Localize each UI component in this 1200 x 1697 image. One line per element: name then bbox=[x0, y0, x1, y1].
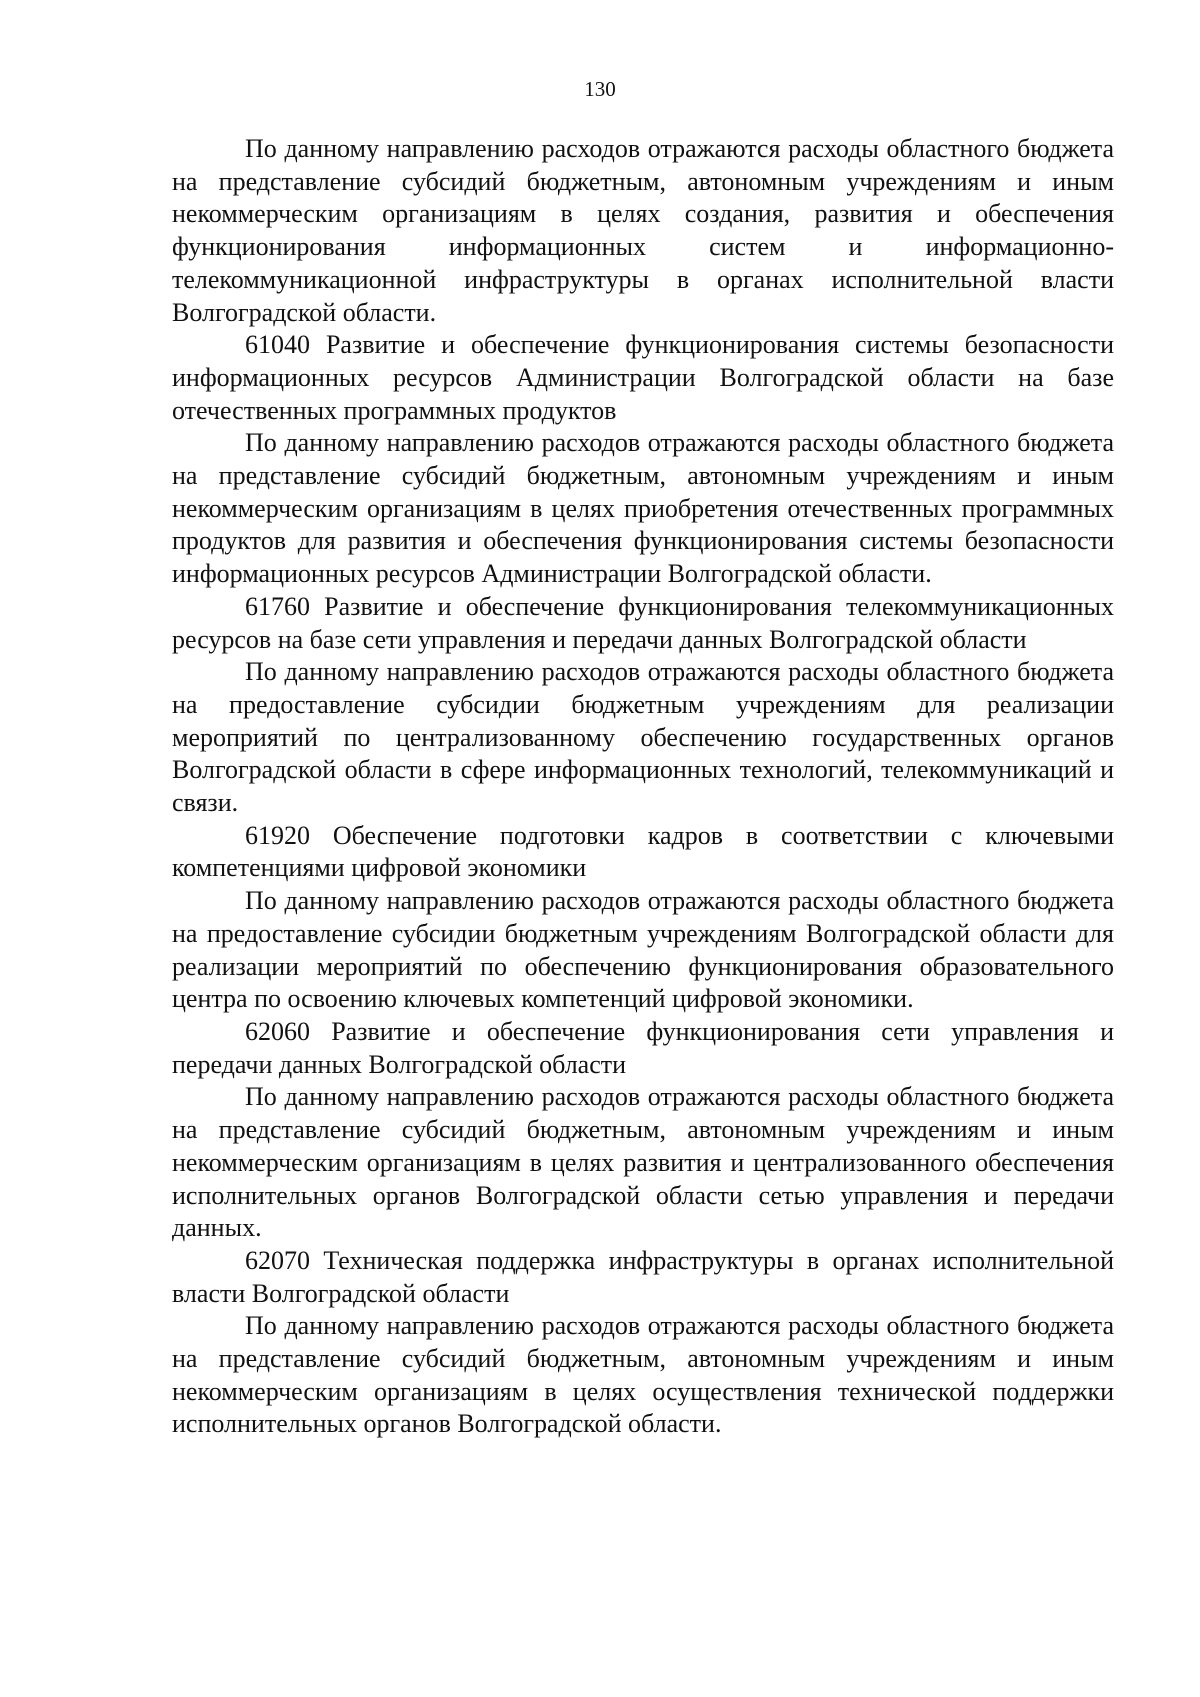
paragraph-heading-62070: 62070 Техническая поддержка инфраструктуры в органах исполнительной власти Волгоградской области bbox=[172, 1245, 1114, 1308]
paragraph-description: По данному направлению расходов отражаются расходы областного бюджета на предоставление субсидии бюджетным учреждениям Волгоградской области для реализации мероприятий по обеспечению функционирования образовательного центра по освоению ключевых компетенций цифровой экономики. bbox=[172, 886, 1114, 1014]
paragraph-heading-61920: 61920 Обеспечение подготовки кадров в соответствии с ключевыми компетенциями цифровой экономики bbox=[172, 820, 1114, 883]
paragraph-description: По данному направлению расходов отражаются расходы областного бюджета на представление субсидий бюджетным, автономным учреждениям и иным некоммерческим организациям в целях осуществления технической поддержки исполнительных органов Волгоградской области. bbox=[172, 1311, 1114, 1439]
page-number: 130 bbox=[584, 77, 616, 101]
paragraph-heading-61040: 61040 Развитие и обеспечение функционирования системы безопасности информационных ресурсов Администрации Волгоградской области на базе отечественных программных продуктов bbox=[172, 330, 1114, 425]
paragraph-description: По данному направлению расходов отражаются расходы областного бюджета на представление субсидий бюджетным, автономным учреждениям и иным некоммерческим организациям в целях создания, развития и обеспечения функционирования информационных систем и информационно-телекоммуникационной инфраструктуры в органах исполнительной власти Волгоградской области. bbox=[172, 134, 1114, 327]
paragraph-description: По данному направлению расходов отражаются расходы областного бюджета на представление субсидий бюджетным, автономным учреждениям и иным некоммерческим организациям в целях развития и централизованного обеспечения исполнительных органов Волгоградской области сетью управления и передачи данных. bbox=[172, 1082, 1114, 1243]
paragraph-heading-62060: 62060 Развитие и обеспечение функционирования сети управления и передачи данных Волгоградской области bbox=[172, 1016, 1114, 1079]
document-body bbox=[172, 133, 1114, 1441]
paragraph-heading-61760: 61760 Развитие и обеспечение функционирования телекоммуникационных ресурсов на базе сети управления и передачи данных Волгоградской области bbox=[172, 591, 1114, 654]
paragraph-description: По данному направлению расходов отражаются расходы областного бюджета на представление субсидий бюджетным, автономным учреждениям и иным некоммерческим организациям в целях приобретения отечественных программных продуктов для развития и обеспечения функционирования системы безопасности информационных ресурсов Администрации Волгоградской области. bbox=[172, 428, 1114, 589]
paragraph-description: По данному направлению расходов отражаются расходы областного бюджета на предоставление субсидии бюджетным учреждениям для реализации мероприятий по централизованному обеспечению государственных органов Волгоградской области в сфере информационных технологий, телекоммуникаций и связи. bbox=[172, 657, 1114, 818]
